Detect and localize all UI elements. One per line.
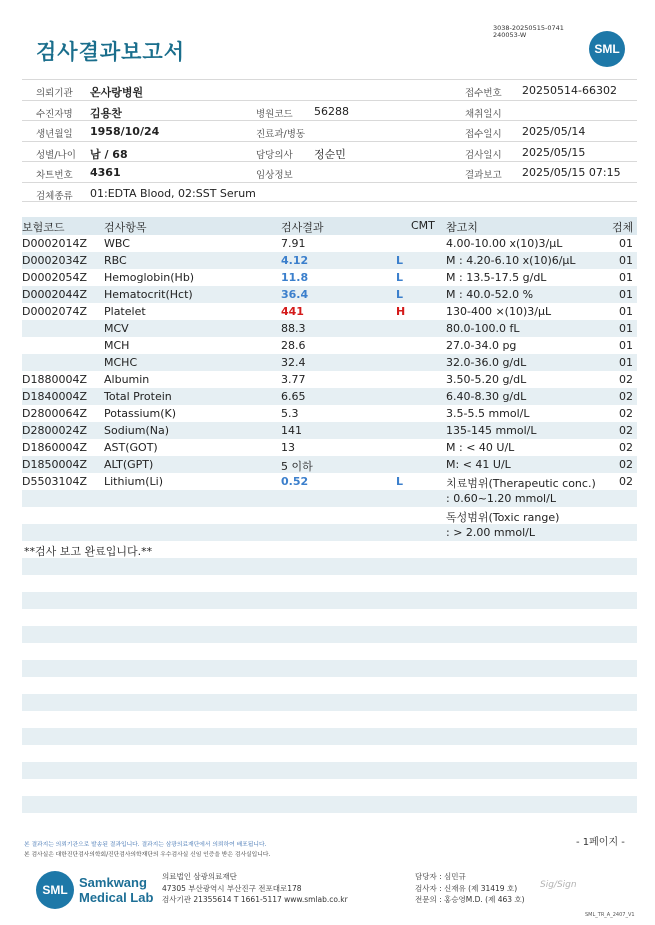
- label-institution: 의뢰기관: [36, 88, 73, 99]
- label-chart-no: 차트번호: [36, 170, 73, 181]
- result-row: [22, 524, 637, 541]
- cmt-flag: L: [396, 254, 404, 267]
- value-receipt-no: 20250514-66302: [522, 84, 617, 97]
- header-result: 검사결과: [281, 221, 324, 234]
- result-value: 32.4: [281, 356, 306, 369]
- label-receipt-no: 접수번호: [465, 88, 502, 99]
- info-row: [22, 182, 637, 203]
- value-institution: 온사랑병원: [90, 86, 144, 99]
- examiner-signature: Sig/Sign: [540, 880, 577, 890]
- empty-row: [22, 609, 637, 626]
- reference-range: : 0.60~1.20 mmol/L: [446, 492, 556, 505]
- page-number: - 1페이지 -: [576, 837, 625, 848]
- result-row: [22, 252, 637, 269]
- test-item: Total Protein: [104, 390, 172, 403]
- footer-notice: 본 결과지는 의뢰기관으로 발송된 결과입니다. 결과지는 삼광의료재단에서 의뢰하여 배포됩니다.: [24, 842, 267, 848]
- result-row: [22, 405, 637, 422]
- sml-logo: SML: [589, 31, 625, 67]
- result-row: [22, 473, 637, 490]
- lab-address: [162, 871, 348, 906]
- label-clinical-info: 임상정보: [256, 170, 293, 181]
- result-value: 13: [281, 441, 295, 454]
- test-item: MCV: [104, 322, 129, 335]
- empty-row: [22, 813, 637, 830]
- label-doctor: 담당의사: [256, 149, 293, 161]
- lab-address-line: 의료법인 삼광의료재단: [162, 872, 237, 881]
- empty-row: [22, 660, 637, 677]
- info-row: [22, 141, 637, 162]
- empty-row: [22, 626, 637, 643]
- test-item: AST(GOT): [104, 441, 158, 454]
- empty-row: [22, 796, 637, 813]
- reference-range: M : < 40 U/L: [446, 441, 515, 454]
- insurance-code: D0002014Z: [22, 237, 87, 250]
- reference-range: M : 13.5-17.5 g/dL: [446, 271, 547, 284]
- label-birth-date: 생년월일: [36, 129, 73, 140]
- reference-range: 130-400 ×(10)3/μL: [446, 305, 552, 318]
- header-test-item: 검사항목: [104, 221, 147, 234]
- test-item: Lithium(Li): [104, 475, 163, 488]
- cmt-flag: L: [396, 288, 404, 301]
- reference-range: 80.0-100.0 fL: [446, 322, 520, 335]
- results-body: [22, 235, 637, 541]
- test-item: Hemoglobin(Hb): [104, 271, 195, 284]
- result-value: 6.65: [281, 390, 306, 403]
- results-table: [22, 217, 637, 830]
- label-collection-date: 채취일시: [465, 108, 502, 120]
- reference-range: : > 2.00 mmol/L: [446, 526, 535, 539]
- insurance-code: D0002034Z: [22, 254, 87, 267]
- header-reference: 참고치: [446, 221, 478, 234]
- info-row: [22, 100, 637, 121]
- result-value: 4.12: [281, 254, 309, 267]
- specimen-no: 02: [619, 475, 633, 488]
- specimen-no: 01: [619, 305, 633, 318]
- reference-range: 독성범위(Toxic range): [446, 511, 560, 524]
- result-row: [22, 456, 637, 473]
- result-row: [22, 354, 637, 371]
- report-code-line-1: 3038-20250515-0741: [493, 24, 564, 32]
- result-row: [22, 286, 637, 303]
- value-specimen-type: 01:EDTA Blood, 02:SST Serum: [90, 186, 256, 200]
- specimen-no: 02: [619, 458, 633, 471]
- value-report-date: 2025/05/15 07:15: [522, 166, 621, 179]
- result-value: 36.4: [281, 288, 309, 301]
- specimen-no: 02: [619, 424, 633, 437]
- specimen-no: 01: [619, 271, 633, 284]
- info-row: [22, 79, 637, 100]
- specimen-no: 01: [619, 356, 633, 369]
- empty-row: [22, 694, 637, 711]
- label-department: 진료과/병동: [256, 129, 306, 140]
- reference-range: M : 40.0-52.0 %: [446, 288, 534, 301]
- result-row: [22, 490, 637, 507]
- insurance-code: D2800064Z: [22, 407, 87, 420]
- reference-range: M : 4.20-6.10 x(10)6/μL: [446, 254, 576, 267]
- label-receipt-date: 접수일시: [465, 129, 502, 140]
- test-item: MCHC: [104, 356, 138, 369]
- result-value: 5.3: [281, 407, 299, 420]
- lab-address-line: 검사기관 21355614 T 1661-5117 www.smlab.co.kr: [162, 895, 348, 904]
- insurance-code: D2800024Z: [22, 424, 87, 437]
- cmt-flag: H: [396, 305, 406, 318]
- specimen-no: 01: [619, 254, 633, 267]
- sml-footer-logo: SML: [36, 871, 74, 909]
- result-value: 441: [281, 305, 304, 318]
- reference-range: 32.0-36.0 g/dL: [446, 356, 527, 369]
- reference-range: 3.5-5.5 mmol/L: [446, 407, 530, 420]
- result-row: [22, 371, 637, 388]
- result-row: [22, 337, 637, 354]
- result-row: [22, 320, 637, 337]
- value-receipt-date: 2025/05/14: [522, 125, 586, 138]
- value-birth-date: 1958/10/24: [90, 125, 160, 138]
- specimen-no: 02: [619, 407, 633, 420]
- staff-line: 전문의 : 홍승영M.D. (제 463 호): [415, 895, 525, 904]
- test-item: MCH: [104, 339, 130, 352]
- label-report-date: 결과보고: [465, 170, 502, 181]
- value-chart-no: 4361: [90, 166, 121, 179]
- info-row: [22, 120, 637, 141]
- reference-range: 135-145 mmol/L: [446, 424, 537, 437]
- value-doctor: 정순민: [314, 147, 346, 161]
- specimen-no: 01: [619, 322, 633, 335]
- value-hospital-code: 56288: [314, 104, 349, 118]
- result-value: 7.91: [281, 237, 306, 250]
- result-row: [22, 422, 637, 439]
- result-row: [22, 439, 637, 456]
- empty-row: [22, 592, 637, 609]
- cmt-flag: L: [396, 475, 404, 488]
- header-insurance-code: 보험코드: [22, 221, 65, 234]
- header-cmt: CMT: [411, 219, 435, 232]
- label-sex-age: 성별/나이: [36, 149, 76, 161]
- lab-staff: [415, 871, 525, 906]
- value-sex-age: 남 / 68: [90, 147, 128, 161]
- lab-name-line-1: Samkwang: [79, 875, 147, 890]
- result-value: 28.6: [281, 339, 306, 352]
- report-complete-note: **검사 보고 완료입니다.**: [24, 545, 153, 558]
- specimen-no: 01: [619, 339, 633, 352]
- label-hospital-code: 병원코드: [256, 108, 293, 120]
- header-specimen: 검체: [612, 221, 634, 234]
- patient-info-table: [22, 79, 637, 202]
- result-value: 88.3: [281, 322, 306, 335]
- empty-row: [22, 745, 637, 762]
- value-patient-name: 김용찬: [90, 106, 122, 120]
- result-row: [22, 235, 637, 252]
- staff-line: 검사자 : 신재유 (제 31419 호): [415, 883, 518, 893]
- lab-address-line: 47305 부산광역시 부산진구 전포대로178: [162, 883, 302, 893]
- info-row: [22, 161, 637, 182]
- result-row: [22, 269, 637, 286]
- insurance-code: D0002054Z: [22, 271, 87, 284]
- test-item: ALT(GPT): [104, 458, 154, 471]
- results-header: [22, 217, 637, 235]
- results-tail: [22, 541, 637, 830]
- result-row: [22, 388, 637, 405]
- test-item: Albumin: [104, 373, 150, 386]
- reference-range: 6.40-8.30 g/dL: [446, 390, 527, 403]
- insurance-code: D1840004Z: [22, 390, 87, 403]
- specimen-no: 01: [619, 288, 633, 301]
- empty-row: [22, 575, 637, 592]
- label-test-date: 검사일시: [465, 149, 502, 161]
- test-item: Potassium(K): [104, 407, 177, 420]
- result-value: 11.8: [281, 271, 309, 284]
- insurance-code: D1850004Z: [22, 458, 87, 471]
- result-value: 141: [281, 424, 302, 437]
- reference-range: 27.0-34.0 pg: [446, 339, 517, 352]
- specimen-no: 01: [619, 237, 633, 250]
- lab-name-line-2: Medical Lab: [79, 890, 154, 905]
- test-item: Sodium(Na): [104, 424, 169, 437]
- insurance-code: D0002044Z: [22, 288, 87, 301]
- insurance-code: D5503104Z: [22, 475, 87, 488]
- empty-row: [22, 728, 637, 745]
- reference-range: 치료범위(Therapeutic conc.): [446, 477, 596, 490]
- label-specimen-type: 검체종류: [36, 190, 73, 202]
- test-item: Hematocrit(Hct): [104, 288, 193, 301]
- value-test-date: 2025/05/15: [522, 145, 586, 159]
- result-value: 3.77: [281, 373, 306, 386]
- result-row: [22, 303, 637, 320]
- empty-row: [22, 762, 637, 779]
- test-item: Platelet: [104, 305, 146, 318]
- report-complete-row: [22, 541, 637, 558]
- empty-row: [22, 779, 637, 796]
- reference-range: 4.00-10.00 x(10)3/μL: [446, 237, 563, 250]
- result-value: 0.52: [281, 475, 309, 488]
- reference-range: 3.50-5.20 g/dL: [446, 373, 527, 386]
- label-patient-name: 수진자명: [36, 108, 73, 120]
- result-row: [22, 507, 637, 524]
- report-title: 검사결과보고서: [36, 40, 186, 64]
- insurance-code: D1860004Z: [22, 441, 87, 454]
- footer-accreditation: 본 검사실은 대한진단검사의학회/진단검사의학재단의 우수검사실 신임 인증을 받은 검사실입니다.: [24, 852, 271, 858]
- test-item: RBC: [104, 254, 127, 267]
- empty-row: [22, 558, 637, 575]
- insurance-code: D0002074Z: [22, 305, 87, 318]
- specimen-no: 02: [619, 373, 633, 386]
- insurance-code: D1880004Z: [22, 373, 87, 386]
- form-code: SML_TR_A_2407_V1: [585, 912, 635, 918]
- staff-line: 담당자 : 심민규: [415, 872, 466, 881]
- test-item: WBC: [104, 237, 130, 250]
- reference-range: M: < 41 U/L: [446, 458, 511, 471]
- specimen-no: 02: [619, 441, 633, 454]
- empty-row: [22, 643, 637, 660]
- empty-row: [22, 711, 637, 728]
- empty-row: [22, 677, 637, 694]
- report-code-line-2: 240053-W: [493, 31, 527, 39]
- lab-name: [79, 875, 153, 905]
- specimen-no: 02: [619, 390, 633, 403]
- cmt-flag: L: [396, 271, 404, 284]
- result-value: 5 이하: [281, 460, 313, 473]
- report-code: [493, 25, 564, 39]
